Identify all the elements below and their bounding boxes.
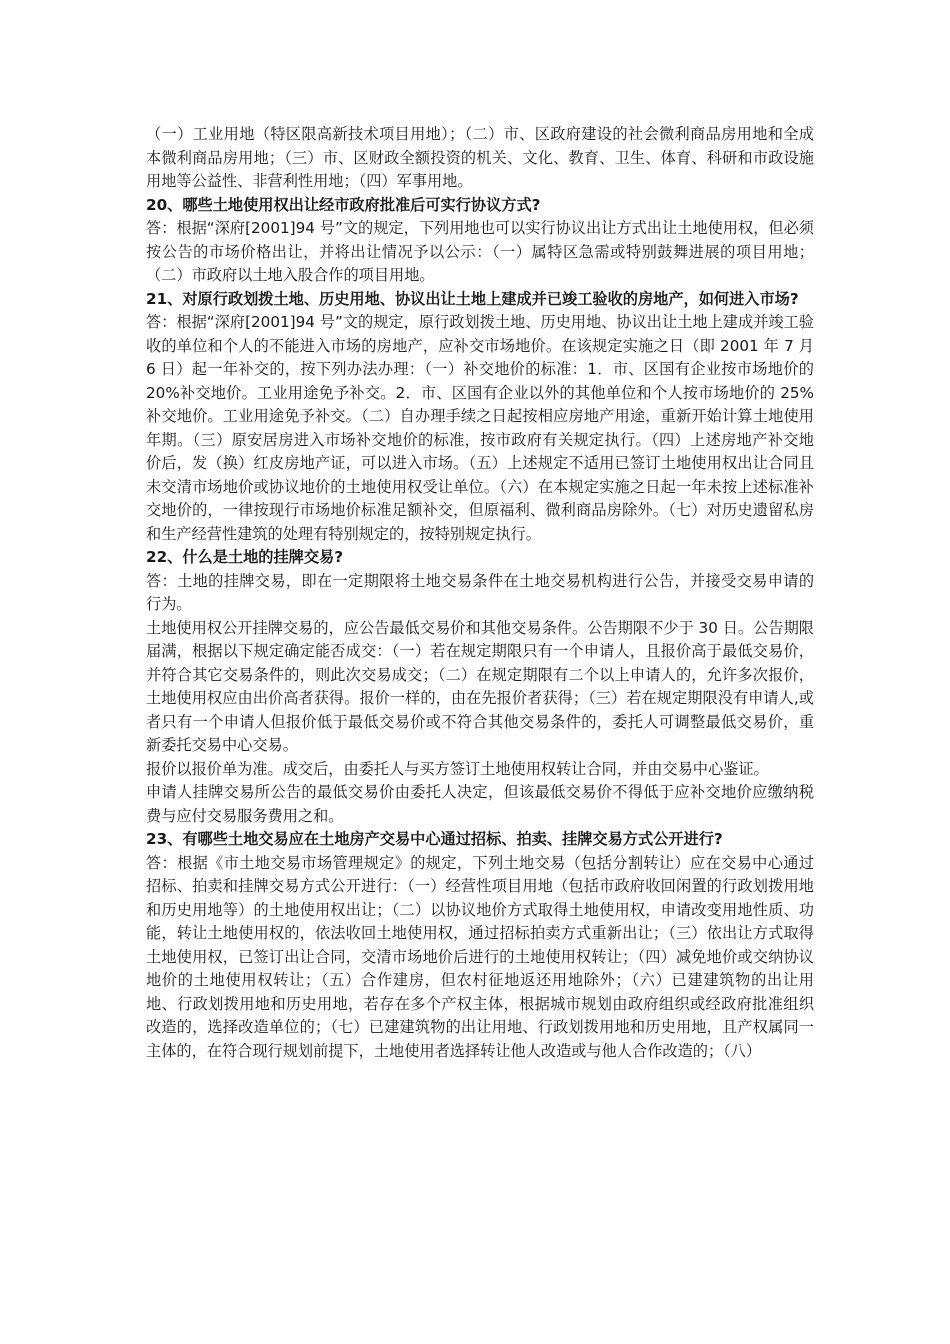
listing-rules-paragraph: 土地使用权公开挂牌交易的，应公告最低交易价和其他交易条件。公告期限不少于 30 日。公告期限届满，根据以下规定确定能否成交：（一）若在规定期限只有一个申请人，且报价高于最低交易价，并符合其它交易条件的，则此次交易成交；（二）在规定期限有二个以上申请人的，允许多次报价，土地使用权应由出价高者获得。报价一样的，由在先报价者获得；（三）若在规定期限没有申请人,或者只有一个申请人但报价低于最低交易价或不符合其他交易条件的，委托人可调整最低交易价，重新委托交易中心交易。 bbox=[146, 618, 814, 754]
answer-22-paragraph: 答：土地的挂牌交易，即在一定期限将土地交易条件在土地交易机构进行公告，并接受交易申请的行为。 bbox=[146, 571, 814, 613]
quotation-paragraph: 报价以报价单为准。成交后，由委托人与买方签订土地使用权转让合同，并由交易中心鉴证。 bbox=[146, 759, 769, 778]
minimum-price-paragraph: 申请人挂牌交易所公告的最低交易价由委托人决定，但该最低交易价不得低于应补交地价应缴纳税费与应付交易服务费用之和。 bbox=[146, 783, 814, 825]
answer-20-paragraph: 答：根据“深府[2001]94 号”文的规定，下列用地也可以实行协议出让方式出让土地使用权，但必须按公告的市场价格出让，并将出让情况予以公示：（一）属特区急需或特别鼓舞进展的项目用地；（二）市政府以土地入股合作的项目用地。 bbox=[146, 219, 814, 284]
question-22-heading: 22、什么是土地的挂牌交易? bbox=[146, 548, 344, 566]
question-20-heading: 20、哪些土地使用权出让经市政府批准后可实行协议方式? bbox=[146, 195, 541, 214]
paragraph-land-use-types: （一）工业用地（特区限高新技术项目用地）；（二）市、区政府建设的社会微利商品房用地和全成本微利商品房用地；（三）市、区财政全额投资的机关、文化、教育、卫生、体育、科研和市政设施用地等公益性、非营利性用地；（四）军事用地。 bbox=[146, 125, 814, 190]
question-21-heading: 21、对原行政划拨土地、历史用地、协议出让土地上建成并已竣工验收的房地产，如何进入市场? bbox=[146, 289, 799, 308]
question-23-heading: 23、有哪些土地交易应在土地房产交易中心通过招标、拍卖、挂牌交易方式公开进行? bbox=[146, 830, 723, 848]
document-page bbox=[146, 123, 814, 1063]
answer-21-paragraph: 答：根据“深府[2001]94 号”文的规定，原行政划拨土地、历史用地、协议出让土地上建成并竣工验收的单位和个人的不能进入市场的房地产，应补交市场地价。在该规定实施之日（即 2001 年 7 月 6 日）起一年补交的，按下列办法办理：（一）补交地价的标准：1．市、区国有企业按市场地价的 20%补交地价。工业用途免予补交。2．市、区国有企业以外的其他单位和个人按市场地价的 25%补交地价。工业用途免予补交。（二）自办理手续之日起按相应房地产用途，重新开始计算土地使用年期。（三）原安居房进入市场补交地价的标准，按市政府有关规定执行。（四）上述房地产补交地价后，发（换）红皮房地产证，可以进入市场。（五）上述规定不适用已签订土地使用权出让合同且未交清市场地价或协议地价的土地使用权受让单位。（六）在本规定实施之日起一年未按上述标准补交地价的，一律按现行市场地价标准足额补交，但原福利、微利商品房除外。（七）对历史遗留私房和生产经营性建筑的处理有特别规定的，按特别规定执行。 bbox=[146, 313, 814, 543]
answer-23-paragraph: 答：根据《市土地交易市场管理规定》的规定，下列土地交易（包括分割转让）应在交易中心通过招标、拍卖和挂牌交易方式公开进行：（一）经营性项目用地（包括市政府收回闲置的行政划拨用地和历史用地等）的土地使用权出让；（二）以协议地价方式取得土地使用权，申请改变用地性质、功能，转让土地使用权的，依法收回土地使用权，通过招标拍卖方式重新出让；（三）依出让方式取得土地使用权，已签订出让合同，交清市场地价后进行的土地使用权转让；（四）减免地价或交纳协议地价的土地使用权转让；（五）合作建房，但农村征地返还用地除外；（六）已建建筑物的出让用地、行政划拨用地和历史用地，若存在多个产权主体，根据城市规划由政府组织或经政府批准组织改造的，选择改造单位的；（七）已建建筑物的出让用地、行政划拨用地和历史用地，且产权属同一主体的，在符合现行规划前提下，土地使用者选择转让他人改造或与他人合作改造的；（八） bbox=[146, 853, 814, 1060]
